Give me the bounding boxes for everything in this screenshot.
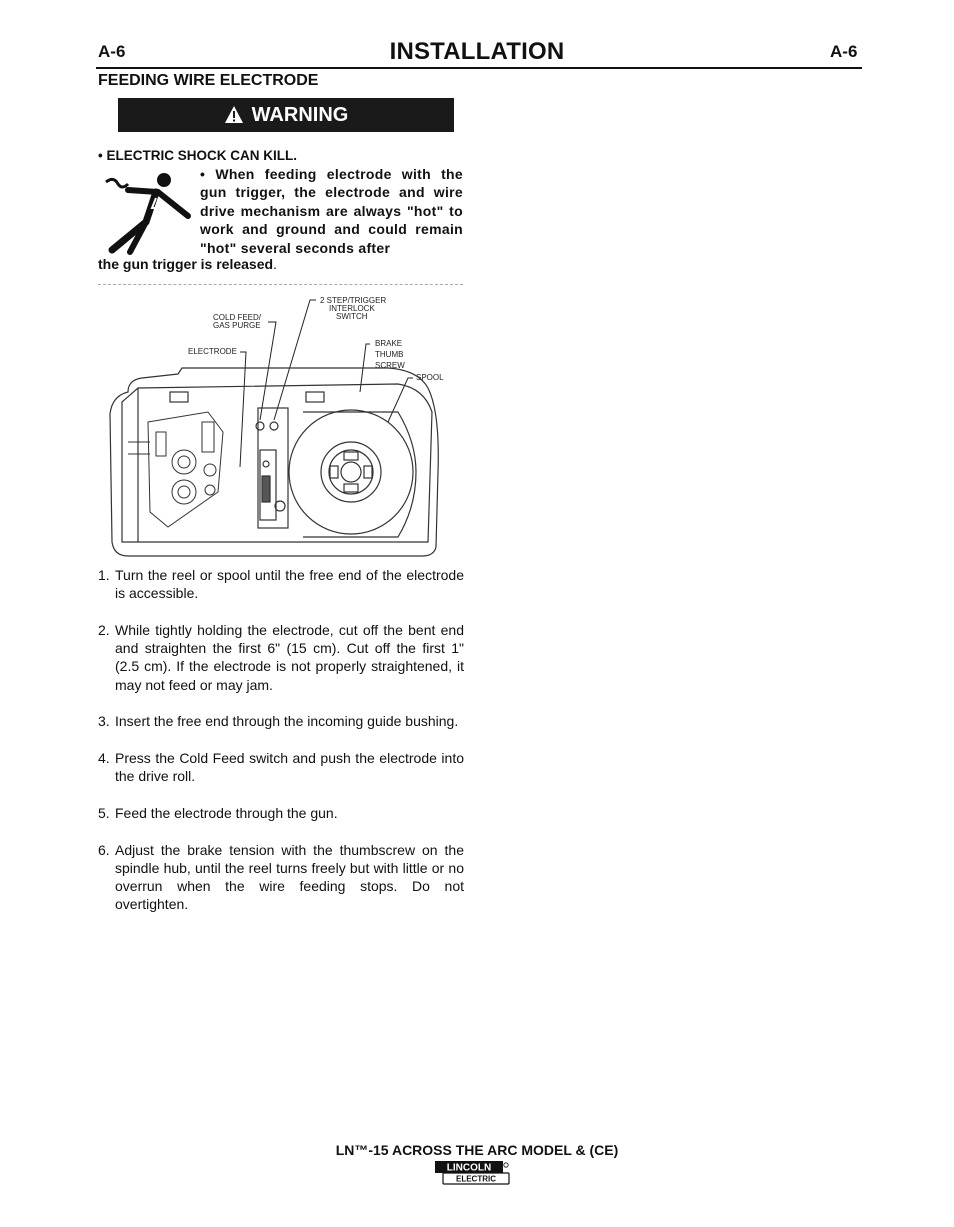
lincoln-electric-logo — [434, 1160, 510, 1186]
page-title: INSTALLATION — [389, 38, 565, 65]
label-step-3: SWITCH — [336, 312, 368, 321]
shock-warning-body: • When feeding electrode with the gun trigger, the electrode and wire drive mechanism are always "hot" to work and ground and could remain "hot" several seconds after — [200, 166, 463, 256]
shock-warning-tail — [98, 256, 277, 272]
page-number-left: A-6 — [98, 42, 126, 61]
step-text: Turn the reel or spool until the free end of the electrode is accessible. — [115, 567, 464, 602]
label-brake-1: BRAKE — [375, 339, 403, 348]
section-divider — [98, 284, 463, 285]
step-text: Feed the electrode through the gun. — [115, 804, 338, 821]
wire-feeder-diagram — [98, 292, 464, 564]
label-cold-feed-2: GAS PURGE — [213, 321, 261, 330]
step-number: 4. — [98, 749, 110, 766]
logo-bottom-text: ELECTRIC — [456, 1174, 496, 1184]
shock-tail-end: . — [273, 256, 277, 272]
step-number: 1. — [98, 567, 110, 583]
list-item — [98, 566, 464, 602]
shock-tail-bold: the gun trigger is released — [98, 256, 274, 272]
list-item — [98, 804, 464, 822]
label-spool: SPOOL — [416, 373, 444, 382]
step-number: 2. — [98, 621, 110, 638]
warning-label: WARNING — [251, 103, 349, 126]
label-electrode: ELECTRODE — [188, 347, 237, 356]
instruction-steps — [98, 566, 464, 932]
electric-shock-person-icon — [100, 170, 196, 256]
footer-model: LN™-15 ACROSS THE ARC MODEL & (CE) — [335, 1142, 619, 1158]
logo-top-text: LINCOLN — [446, 1162, 492, 1174]
list-item — [98, 712, 464, 730]
step-number: 6. — [98, 841, 110, 858]
label-step-1: 2 STEP/TRIGGER — [320, 296, 387, 305]
page-number-right: A-6 — [830, 42, 858, 61]
list-item — [98, 621, 464, 694]
step-text: Adjust the brake tension with the thumbscrew on the spindle hub, until the reel turns freely but with little or no overrun when the wire feeding stops. Do not overtighten. — [115, 841, 464, 913]
label-brake-2: THUMB — [375, 350, 404, 359]
label-cold-feed-1: COLD FEED/ — [213, 313, 262, 322]
shock-warning-title: • ELECTRIC SHOCK CAN KILL. — [98, 148, 297, 163]
warning-triangle-icon — [224, 105, 244, 125]
step-text: Insert the free end through the incoming guide bushing. — [115, 713, 459, 730]
label-step-2: INTERLOCK — [329, 304, 375, 313]
step-text: Press the Cold Feed switch and push the electrode into the drive roll. — [115, 749, 464, 785]
step-text: While tightly holding the electrode, cut off the bent end and straighten the first 6" (15 cm). Cut off the first 1" (2.5 cm). If the electrode is not properly straightened, it may not feed or may jam. — [115, 621, 464, 693]
label-brake-3: SCREW — [375, 361, 405, 370]
step-number: 5. — [98, 804, 110, 821]
warning-banner — [118, 98, 454, 132]
header-rule — [96, 67, 862, 69]
list-item — [98, 749, 464, 785]
section-title: FEEDING WIRE ELECTRODE — [98, 72, 319, 89]
step-number: 3. — [98, 713, 110, 730]
list-item — [98, 841, 464, 914]
